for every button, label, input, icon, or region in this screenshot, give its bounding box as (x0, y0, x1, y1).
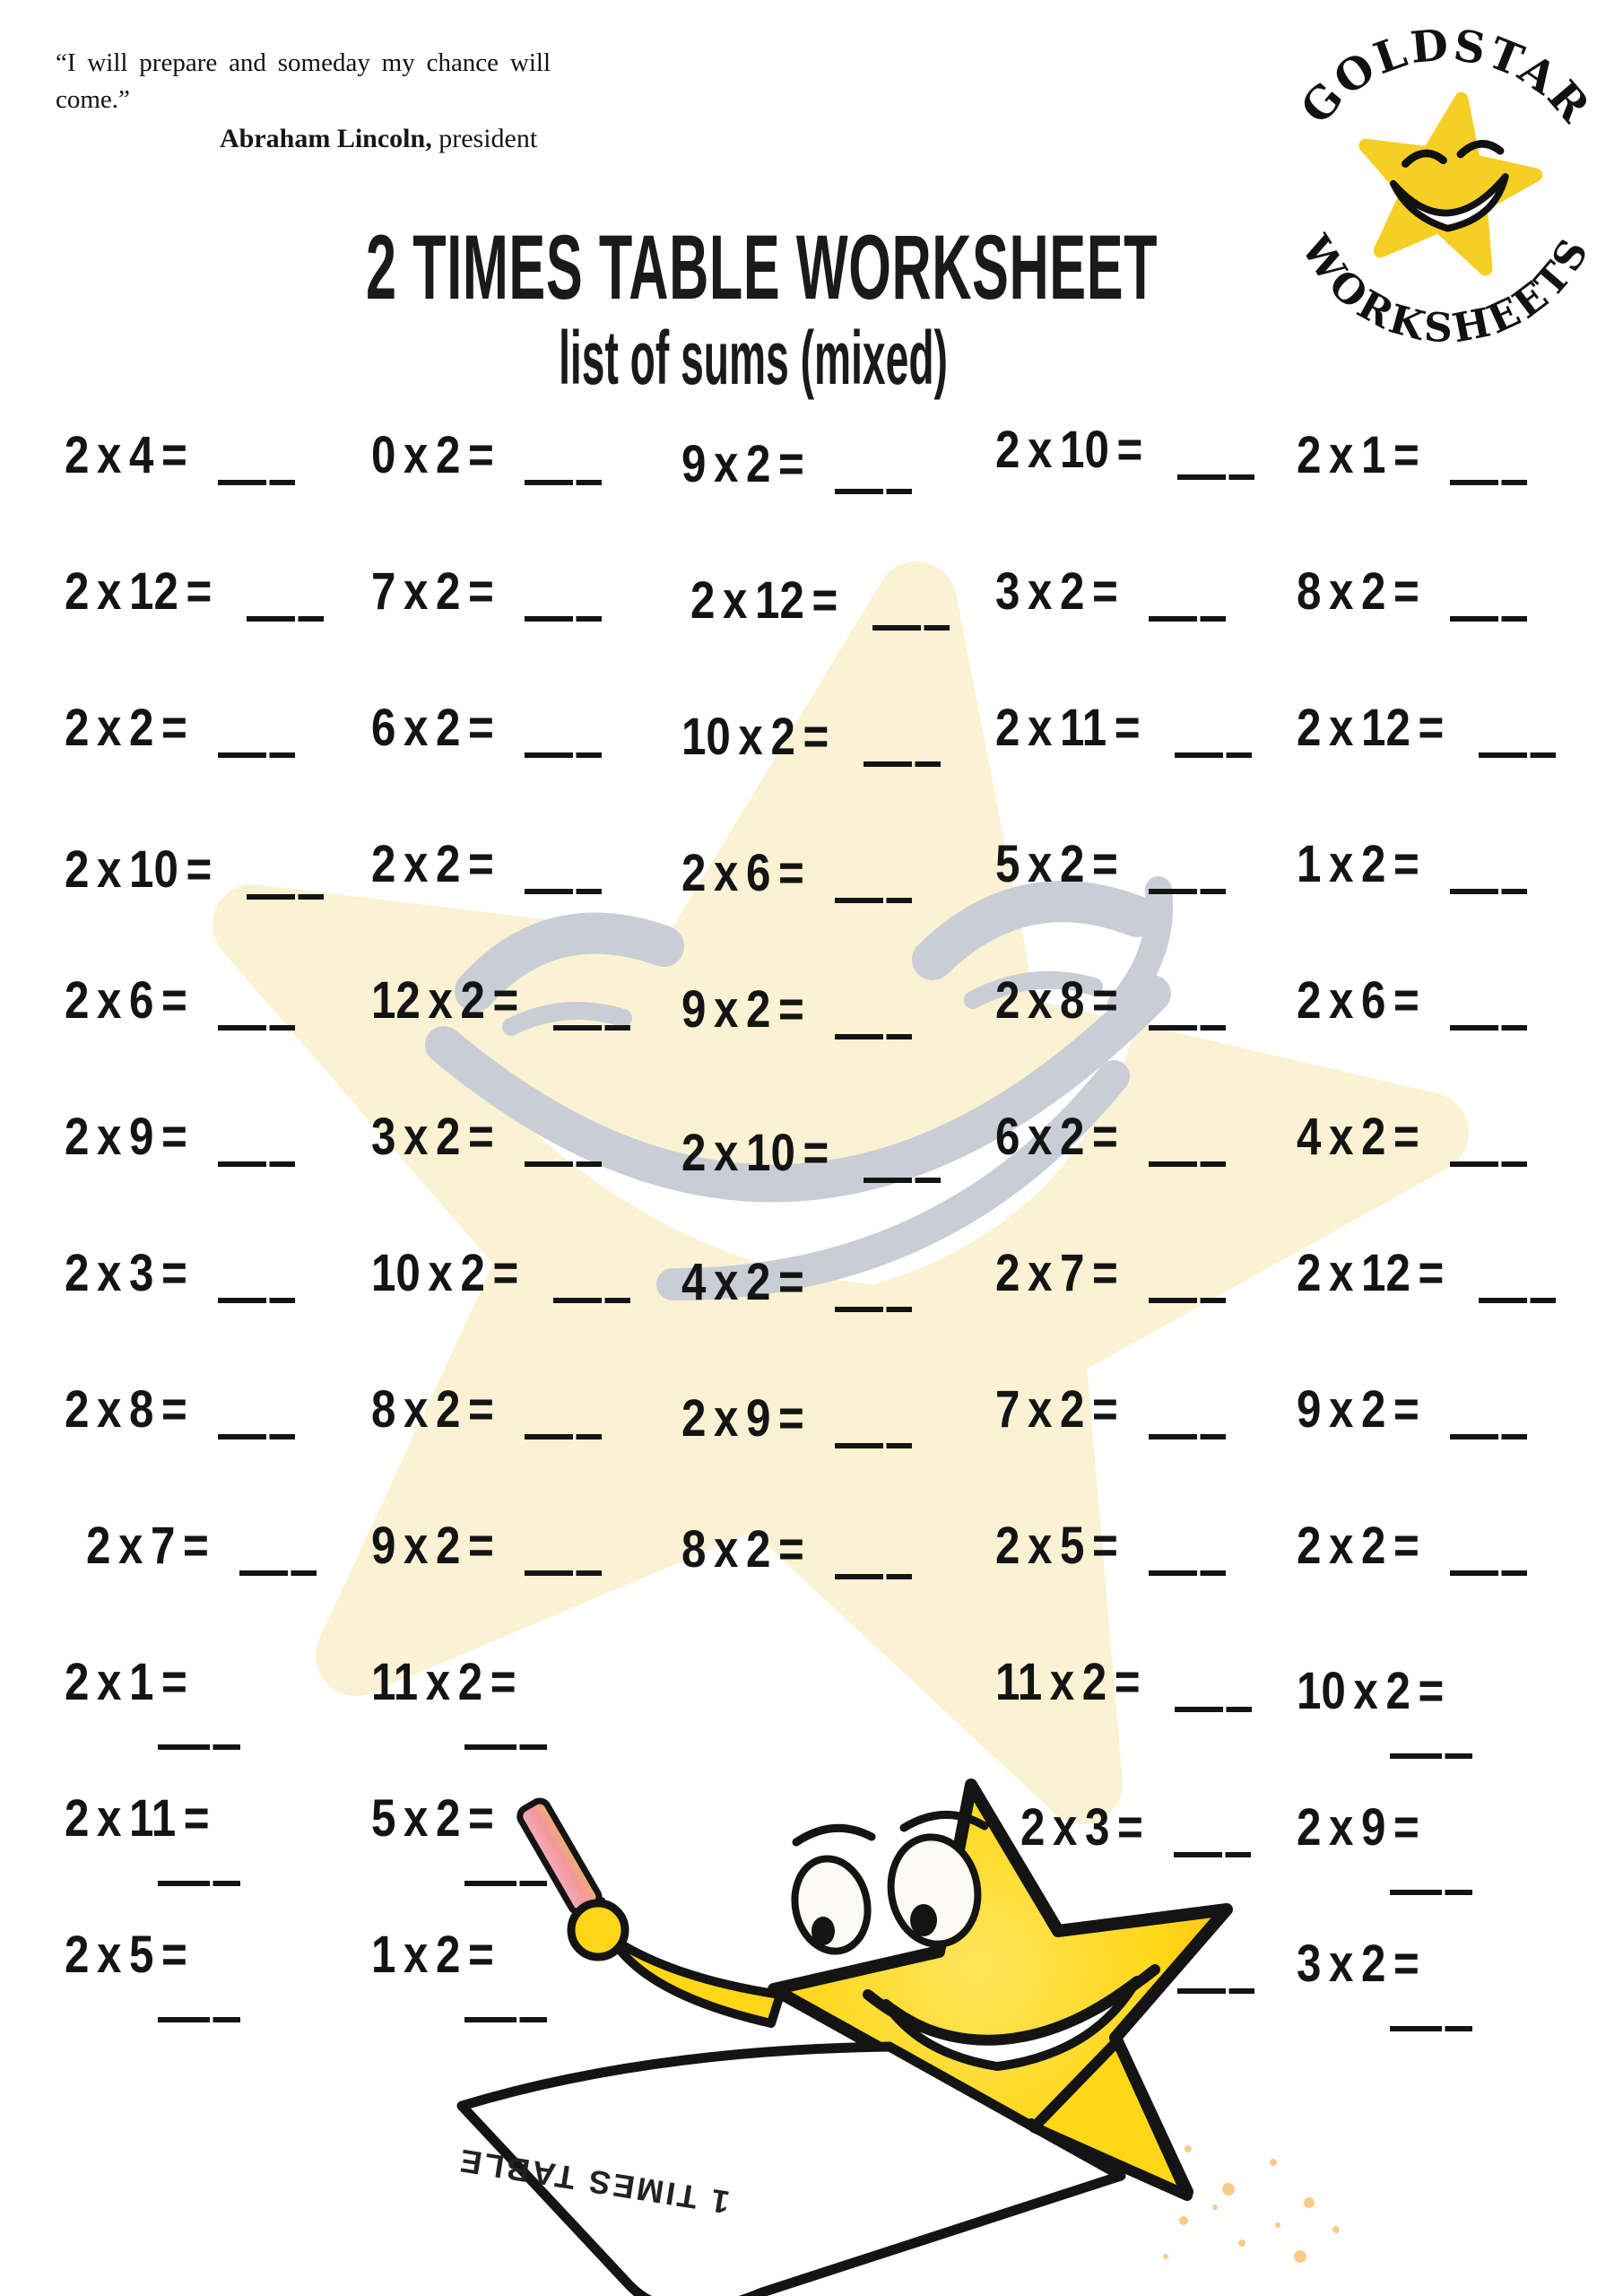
problem-cell (1297, 820, 1569, 956)
logo-bottom-text: WORKSHEETS (1291, 227, 1600, 352)
problem-expression: 2 x 10 = (681, 1124, 829, 1182)
answer-blank[interactable] (525, 1161, 602, 1167)
answer-blank[interactable] (1479, 1298, 1556, 1303)
answer-blank[interactable] (239, 1570, 317, 1576)
quote-attribution (220, 124, 551, 154)
answer-blank[interactable] (1149, 889, 1226, 894)
problem-expression: 11 x 2 = (995, 1653, 1141, 1711)
worksheet-row (65, 1365, 1569, 1501)
problem-cell (681, 1501, 995, 1638)
problem-cell (65, 683, 371, 820)
problem-expression: 9 x 2 = (681, 980, 804, 1039)
answer-blank[interactable] (218, 1434, 295, 1439)
problem-cell (65, 820, 371, 956)
problem-expression: 2 x 7 = (86, 1517, 209, 1575)
problem-expression: 2 x 8 = (65, 1380, 187, 1439)
quote-text: “I will prepare and someday my chance will come.” (56, 48, 551, 115)
problem-expression: 2 x 9 = (681, 1389, 804, 1448)
problem-cell (65, 1501, 371, 1638)
problem-expression: 8 x 2 = (681, 1520, 804, 1578)
logo-top-text: GOLDSTAR (1291, 20, 1601, 134)
problem-expression: 2 x 6 = (65, 971, 187, 1030)
problem-expression: 4 x 2 = (1297, 1108, 1419, 1166)
problem-expression: 2 x 10 = (65, 840, 213, 899)
problem-cell (1297, 1092, 1569, 1229)
problem-cell (1297, 1365, 1569, 1501)
problem-expression: 9 x 2 = (1297, 1380, 1419, 1439)
answer-blank[interactable] (218, 1298, 295, 1303)
problem-expression: 2 x 11 = (65, 1789, 210, 1848)
answer-blank[interactable] (525, 752, 602, 758)
answer-blank[interactable] (1479, 752, 1556, 758)
problem-expression: 3 x 2 = (371, 1108, 494, 1166)
problem-expression: 0 x 2 = (371, 426, 494, 484)
problem-cell (65, 411, 371, 547)
problem-expression: 2 x 12 = (1297, 699, 1445, 757)
problem-expression: 2 x 11 = (995, 699, 1141, 757)
problem-cell (371, 956, 681, 1092)
answer-blank[interactable] (525, 616, 602, 622)
problem-cell (65, 1092, 371, 1229)
problem-expression: 2 x 2 = (371, 835, 494, 893)
paper-text: 1 TIMES TABLE (455, 2142, 733, 2222)
answer-blank[interactable] (864, 1178, 941, 1183)
problem-cell (65, 956, 371, 1092)
problem-expression: 8 x 2 = (1297, 562, 1419, 621)
worksheet-row (65, 1092, 1569, 1229)
problem-cell (995, 411, 1297, 547)
quote-block (56, 45, 551, 154)
answer-blank[interactable] (218, 1161, 295, 1167)
problem-cell (371, 411, 681, 547)
problem-expression: 5 x 2 = (995, 835, 1118, 893)
worksheet-row (65, 820, 1569, 956)
problem-expression: 2 x 4 = (65, 426, 187, 484)
problem-expression: 9 x 2 = (371, 1517, 494, 1575)
problem-cell (371, 683, 681, 820)
problem-cell (65, 1365, 371, 1501)
problem-cell (681, 1092, 995, 1229)
answer-blank[interactable] (1149, 1025, 1226, 1031)
answer-blank[interactable] (525, 1570, 602, 1576)
problem-expression: 2 x 8 = (995, 971, 1118, 1030)
mascot-hand (571, 1903, 625, 1957)
answer-blank[interactable] (1149, 1434, 1226, 1439)
problem-cell (995, 1229, 1297, 1365)
problem-expression: 2 x 9 = (1297, 1798, 1419, 1857)
problem-expression: 2 x 5 = (995, 1517, 1118, 1575)
problem-expression: 4 x 2 = (681, 1253, 804, 1311)
problem-cell (1297, 547, 1569, 683)
answer-blank[interactable] (218, 1025, 295, 1031)
worksheet-row (65, 683, 1569, 820)
answer-blank[interactable] (247, 616, 324, 622)
answer-blank[interactable] (835, 1574, 912, 1579)
problem-expression: 5 x 2 = (371, 1789, 494, 1848)
answer-blank[interactable] (1175, 1707, 1252, 1712)
problem-expression: 11 x 2 = (371, 1653, 516, 1711)
answer-blank[interactable] (218, 480, 295, 485)
answer-blank[interactable] (1390, 2026, 1472, 2031)
problem-expression: 7 x 2 = (371, 562, 494, 621)
problem-cell (995, 683, 1297, 820)
answer-blank[interactable] (158, 1744, 240, 1750)
answer-blank[interactable] (1149, 1298, 1226, 1303)
problem-expression: 2 x 6 = (1297, 971, 1419, 1030)
answer-blank[interactable] (835, 1034, 912, 1039)
problem-expression: 2 x 7 = (995, 1244, 1118, 1302)
problem-cell (1297, 956, 1569, 1092)
problem-expression: 6 x 2 = (371, 699, 494, 757)
answer-blank[interactable] (553, 1298, 630, 1303)
page-title: 2 TIMES TABLE WORKSHEET (365, 216, 1159, 318)
problem-cell (371, 547, 681, 683)
answer-blank[interactable] (1450, 616, 1527, 622)
answer-blank[interactable] (1390, 1753, 1472, 1759)
problem-cell (371, 820, 681, 956)
worksheet-row (65, 411, 1569, 547)
answer-blank[interactable] (158, 2017, 240, 2022)
answer-blank[interactable] (1175, 752, 1252, 758)
answer-blank[interactable] (872, 625, 950, 631)
problem-expression: 1 x 2 = (1297, 835, 1419, 893)
problem-expression: 2 x 12 = (1297, 1244, 1445, 1302)
problem-cell (681, 820, 995, 956)
problem-cell (371, 1092, 681, 1229)
answer-blank[interactable] (1149, 616, 1226, 622)
problem-cell (995, 1501, 1297, 1638)
problem-expression: 2 x 3 = (65, 1244, 187, 1302)
problem-cell (65, 1910, 371, 2047)
answer-blank[interactable] (1450, 1161, 1527, 1167)
problem-cell (995, 1092, 1297, 1229)
problem-cell (65, 1774, 371, 1910)
answer-blank[interactable] (1450, 889, 1527, 894)
problem-expression: 10 x 2 = (1297, 1662, 1445, 1720)
problem-cell (371, 1501, 681, 1638)
problem-expression: 2 x 1 = (1297, 426, 1419, 484)
answer-blank[interactable] (1450, 1570, 1527, 1576)
quote-author: Abraham Lincoln, (220, 124, 432, 154)
answer-blank[interactable] (835, 489, 912, 494)
worksheet-row (65, 956, 1569, 1092)
worksheet-row (65, 1229, 1569, 1365)
problem-expression: 2 x 12 = (690, 571, 838, 630)
problem-expression: 2 x 12 = (65, 562, 213, 621)
answer-blank[interactable] (1450, 1025, 1527, 1031)
problem-expression: 3 x 2 = (995, 562, 1118, 621)
problem-cell (995, 956, 1297, 1092)
answer-blank[interactable] (553, 1025, 630, 1031)
problem-expression: 10 x 2 = (371, 1244, 519, 1302)
problem-cell (681, 683, 995, 820)
answer-blank[interactable] (158, 1881, 240, 1886)
answer-blank[interactable] (1177, 474, 1254, 480)
problem-expression: 3 x 2 = (1297, 1935, 1419, 1993)
problem-expression: 6 x 2 = (995, 1108, 1118, 1166)
problem-expression: 2 x 2 = (1297, 1517, 1419, 1575)
problem-cell (65, 1229, 371, 1365)
problem-expression: 10 x 2 = (681, 708, 829, 766)
answer-blank[interactable] (835, 1443, 912, 1448)
quote-author-title: president (431, 124, 538, 154)
problem-cell (1297, 1229, 1569, 1365)
problem-expression: 2 x 10 = (995, 421, 1143, 479)
answer-blank[interactable] (1450, 1434, 1527, 1439)
problem-cell (995, 820, 1297, 956)
mascot-star-icon (377, 1754, 1381, 2296)
problem-cell (1297, 1501, 1569, 1638)
answer-blank[interactable] (835, 1307, 912, 1312)
problem-expression: 2 x 1 = (65, 1653, 187, 1711)
problem-expression: 12 x 2 = (371, 971, 519, 1030)
problem-cell (681, 411, 995, 547)
problem-expression: 7 x 2 = (995, 1380, 1118, 1439)
answer-blank[interactable] (525, 1434, 602, 1439)
problem-cell (1297, 683, 1569, 820)
problem-cell (681, 1365, 995, 1501)
problem-cell (681, 1229, 995, 1365)
page-subtitle: list of sums (mixed) (559, 316, 948, 400)
answer-blank[interactable] (464, 1744, 547, 1750)
answer-blank[interactable] (218, 752, 295, 758)
answer-blank[interactable] (1149, 1161, 1226, 1167)
answer-blank[interactable] (864, 761, 941, 767)
problem-cell (995, 1365, 1297, 1501)
problem-cell (681, 547, 995, 683)
problem-expression: 8 x 2 = (371, 1380, 494, 1439)
problem-expression: 2 x 6 = (681, 844, 804, 902)
problem-expression: 1 x 2 = (371, 1926, 494, 1984)
problem-expression: 2 x 3 = (1020, 1798, 1143, 1857)
title-block (108, 215, 1399, 402)
problem-cell (371, 1365, 681, 1501)
problem-cell (681, 956, 995, 1092)
worksheet-row (65, 1501, 1569, 1638)
problem-expression: 2 x 9 = (65, 1108, 187, 1166)
problem-expression: 2 x 5 = (65, 1926, 187, 1984)
problem-expression: 2 x 2 = (65, 699, 187, 757)
answer-blank[interactable] (247, 894, 324, 900)
problem-cell (995, 547, 1297, 683)
problem-cell (65, 547, 371, 683)
problem-cell (1297, 411, 1569, 547)
answer-blank[interactable] (1390, 1890, 1472, 1895)
worksheet-row (65, 547, 1569, 683)
answer-blank[interactable] (525, 889, 602, 894)
problem-expression: 9 x 2 = (681, 435, 804, 493)
answer-blank[interactable] (1450, 480, 1527, 485)
problem-cell (371, 1229, 681, 1365)
problem-cell (65, 1638, 371, 1774)
answer-blank[interactable] (525, 480, 602, 485)
answer-blank[interactable] (1149, 1570, 1226, 1576)
answer-blank[interactable] (835, 898, 912, 903)
